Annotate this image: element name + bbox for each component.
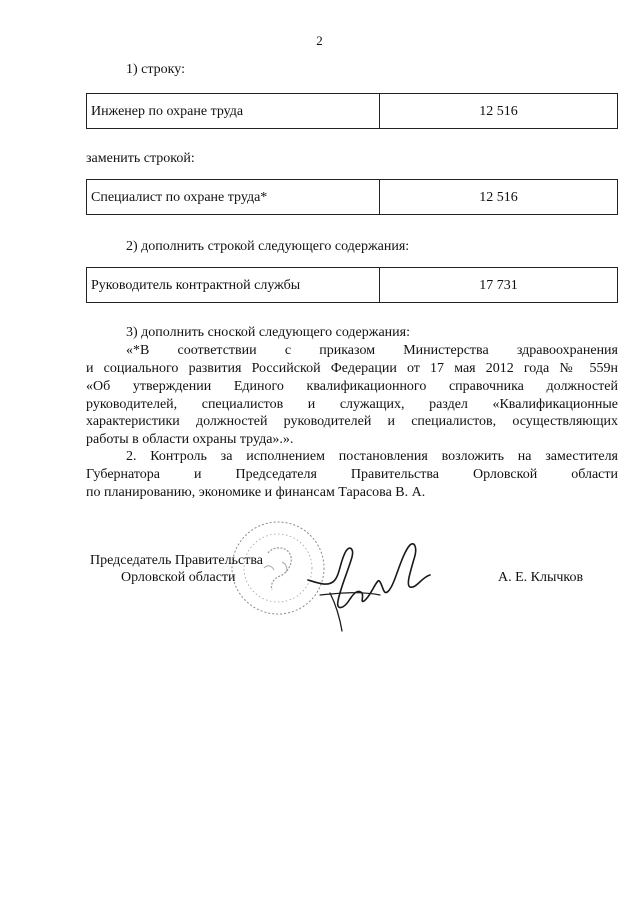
signature — [300, 535, 440, 635]
position-text: Руководитель контрактной службы — [91, 278, 301, 293]
position-cell — [87, 268, 380, 302]
footnote-line: «Об утверждении Единого квалификационного справочника должностей — [86, 379, 618, 394]
signatory-region: Орловской области — [121, 570, 236, 585]
item1-intro: 1) строку: — [126, 62, 185, 77]
position-cell — [87, 180, 380, 214]
item2-intro: 2) дополнить строкой следующего содержания: — [126, 239, 410, 254]
table-new-row — [86, 179, 618, 215]
footnote-line: и социального развития Российской Федерации от 17 мая 2012 года № 559н — [86, 361, 618, 376]
salary-text: 12 516 — [479, 190, 518, 205]
salary-text: 12 516 — [479, 104, 518, 119]
position-cell — [87, 94, 380, 128]
table-added-row — [86, 267, 618, 303]
salary-cell — [380, 268, 617, 302]
control-line: Губернатора и Председателя Правительства Орловской области — [86, 467, 618, 482]
signatory-title: Председатель Правительства — [90, 553, 263, 568]
position-text: Инженер по охране труда — [91, 104, 244, 119]
salary-text: 17 731 — [479, 278, 518, 293]
footnote-line: «*В соответствии с приказом Министерства здравоохранения — [126, 343, 618, 358]
footnote-line: работы в области охраны труда».». — [86, 432, 294, 447]
table-old-row — [86, 93, 618, 129]
position-text: Специалист по охране труда* — [91, 190, 268, 205]
salary-cell — [380, 180, 617, 214]
signatory-name: А. Е. Клычков — [498, 570, 584, 585]
item3-intro: 3) дополнить сноской следующего содержания: — [126, 325, 410, 340]
control-line: по планированию, экономике и финансам Тарасова В. А. — [86, 485, 426, 500]
page-number: 2 — [316, 33, 323, 48]
control-line: 2. Контроль за исполнением постановления возложить на заместителя — [126, 449, 618, 464]
replace-intro: заменить строкой: — [86, 151, 195, 166]
salary-cell — [380, 94, 617, 128]
footnote-line: характеристики должностей руководителей и специалистов, осуществляющих — [86, 414, 618, 429]
footnote-line: руководителей, специалистов и служащих, раздел «Квалификационные — [86, 397, 618, 412]
